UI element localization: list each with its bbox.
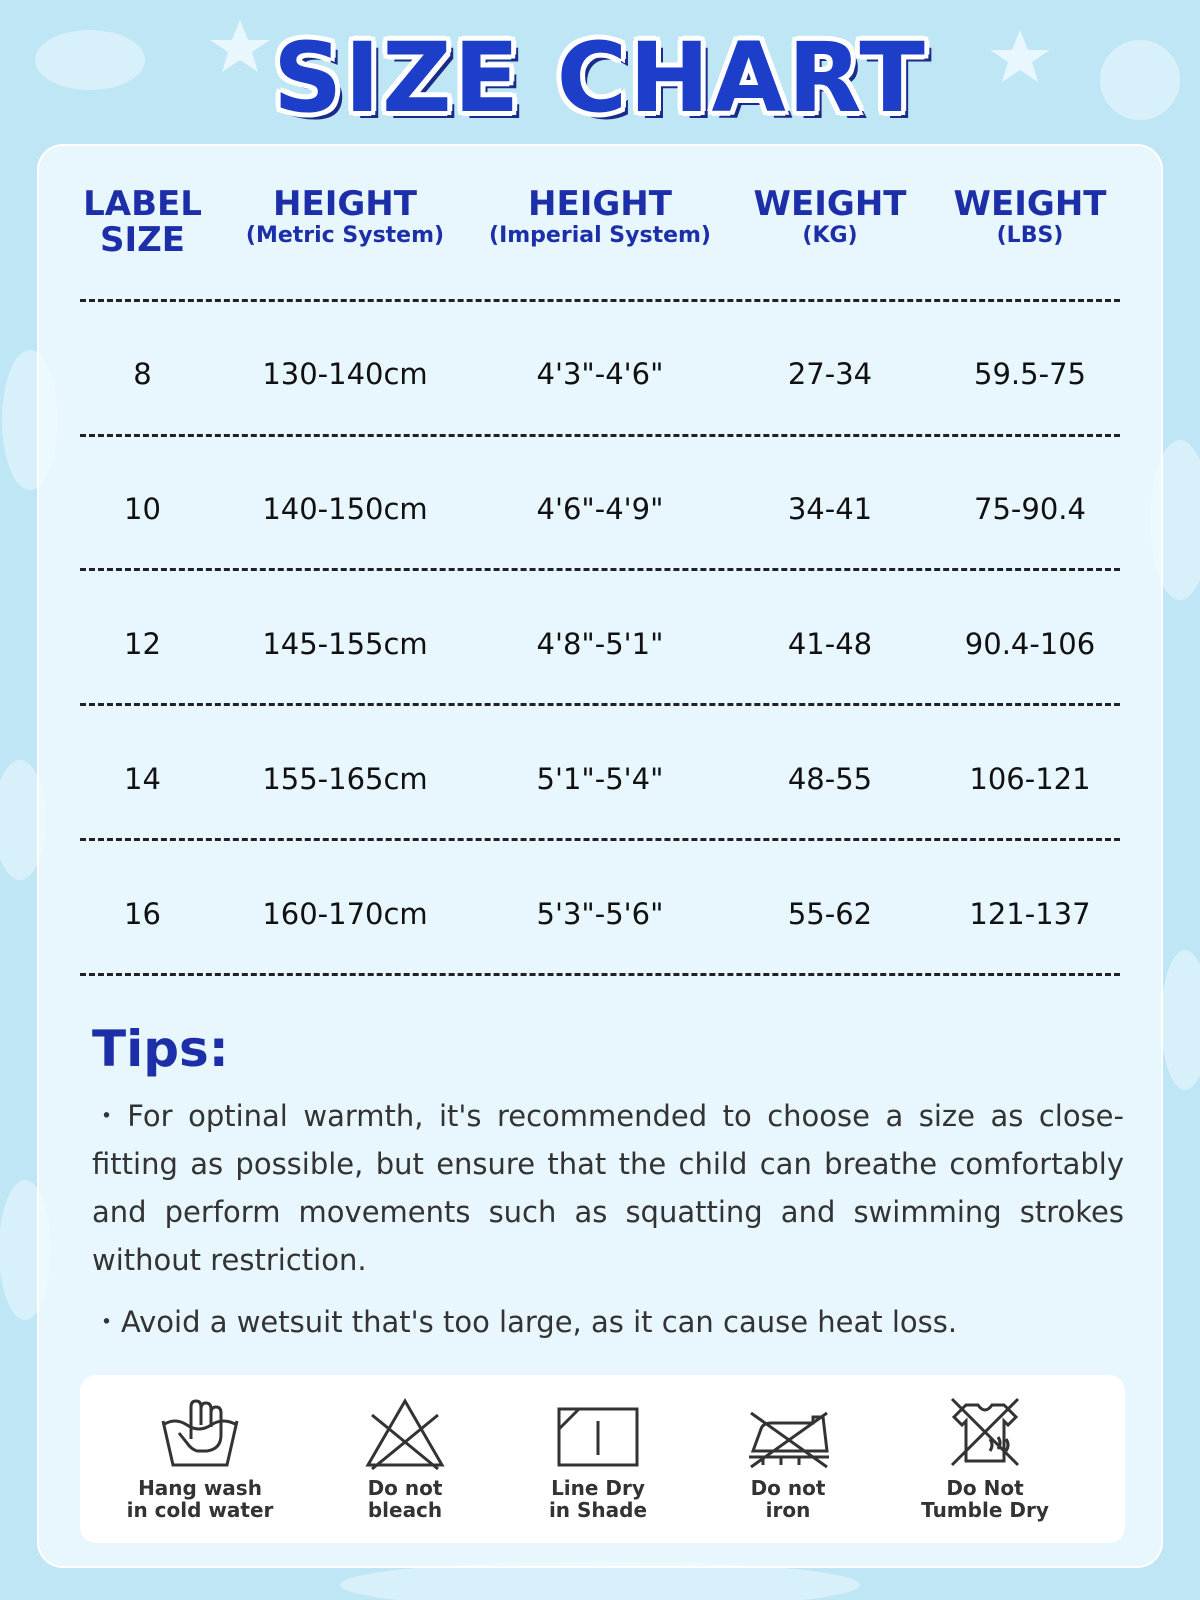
header-height-metric: HEIGHT (Metric System) xyxy=(245,184,445,248)
do-not-bleach-icon xyxy=(362,1395,448,1471)
cell-height-metric: 145-155cm xyxy=(262,627,428,661)
row-divider xyxy=(80,299,1120,302)
cell-label-size: 14 xyxy=(124,762,161,796)
care-label: Line Dry in Shade xyxy=(548,1476,648,1522)
cell-label-size: 16 xyxy=(124,897,161,931)
hand-wash-icon xyxy=(157,1395,243,1471)
header-weight-lbs: WEIGHT (LBS) xyxy=(953,184,1107,248)
row-divider xyxy=(80,568,1120,571)
cell-height-imperial: 4'6"-4'9" xyxy=(536,492,664,526)
cell-label-size: 10 xyxy=(124,492,161,526)
cell-height-imperial: 5'3"-5'6" xyxy=(536,897,664,931)
care-item-do-not-iron xyxy=(698,1395,878,1521)
cell-height-metric: 140-150cm xyxy=(262,492,428,526)
page-title: SIZE CHART xyxy=(273,22,927,134)
tip-item: ・Avoid a wetsuit that's too large, as it can cause heat loss. xyxy=(92,1305,958,1339)
cell-weight-kg: 41-48 xyxy=(787,627,873,661)
cell-height-imperial: 4'3"-4'6" xyxy=(536,357,664,391)
cell-weight-lbs: 106-121 xyxy=(969,762,1091,796)
cell-height-imperial: 5'1"-5'4" xyxy=(536,762,664,796)
care-instructions-panel xyxy=(80,1375,1125,1543)
cell-weight-kg: 34-41 xyxy=(787,492,873,526)
care-label: Hang wash in cold water xyxy=(126,1476,274,1522)
row-divider xyxy=(80,838,1120,841)
cell-label-size: 12 xyxy=(124,627,161,661)
cell-weight-kg: 55-62 xyxy=(787,897,873,931)
tip-item: ・For optinal warmth, it's recommended to choose a size as close-fitting as possible, but ensure that the child can breathe comfortably and perform movements such as squatting and swimming strokes without restriction. xyxy=(92,1099,1124,1277)
header-label-size: LABEL SIZE xyxy=(83,184,202,260)
care-item-do-not-tumble-dry xyxy=(895,1395,1075,1521)
cell-weight-lbs: 90.4-106 xyxy=(964,627,1096,661)
cell-weight-kg: 27-34 xyxy=(787,357,873,391)
do-not-iron-icon xyxy=(743,1395,833,1471)
header-height-imperial: HEIGHT (Imperial System) xyxy=(489,184,711,248)
header-weight-kg: WEIGHT (KG) xyxy=(753,184,907,248)
cell-label-size: 8 xyxy=(133,357,152,391)
cell-weight-lbs: 121-137 xyxy=(969,897,1091,931)
row-divider xyxy=(80,973,1120,976)
line-dry-shade-icon xyxy=(555,1395,641,1471)
cell-weight-lbs: 59.5-75 xyxy=(974,357,1086,391)
care-item-do-not-bleach xyxy=(315,1395,495,1521)
care-item-line-dry-shade xyxy=(508,1395,688,1521)
care-label: Do not iron xyxy=(750,1476,826,1522)
cell-weight-kg: 48-55 xyxy=(787,762,873,796)
cell-height-imperial: 4'8"-5'1" xyxy=(536,627,664,661)
row-divider xyxy=(80,703,1120,706)
cell-height-metric: 130-140cm xyxy=(262,357,428,391)
care-label: Do Not Tumble Dry xyxy=(921,1476,1049,1522)
cell-weight-lbs: 75-90.4 xyxy=(974,492,1086,526)
do-not-tumble-dry-icon xyxy=(942,1395,1028,1471)
tips-heading: Tips: xyxy=(92,1020,229,1078)
row-divider xyxy=(80,434,1120,437)
care-item-hand-wash xyxy=(110,1395,290,1521)
cell-height-metric: 155-165cm xyxy=(262,762,428,796)
care-label: Do not bleach xyxy=(367,1476,443,1522)
cell-height-metric: 160-170cm xyxy=(262,897,428,931)
